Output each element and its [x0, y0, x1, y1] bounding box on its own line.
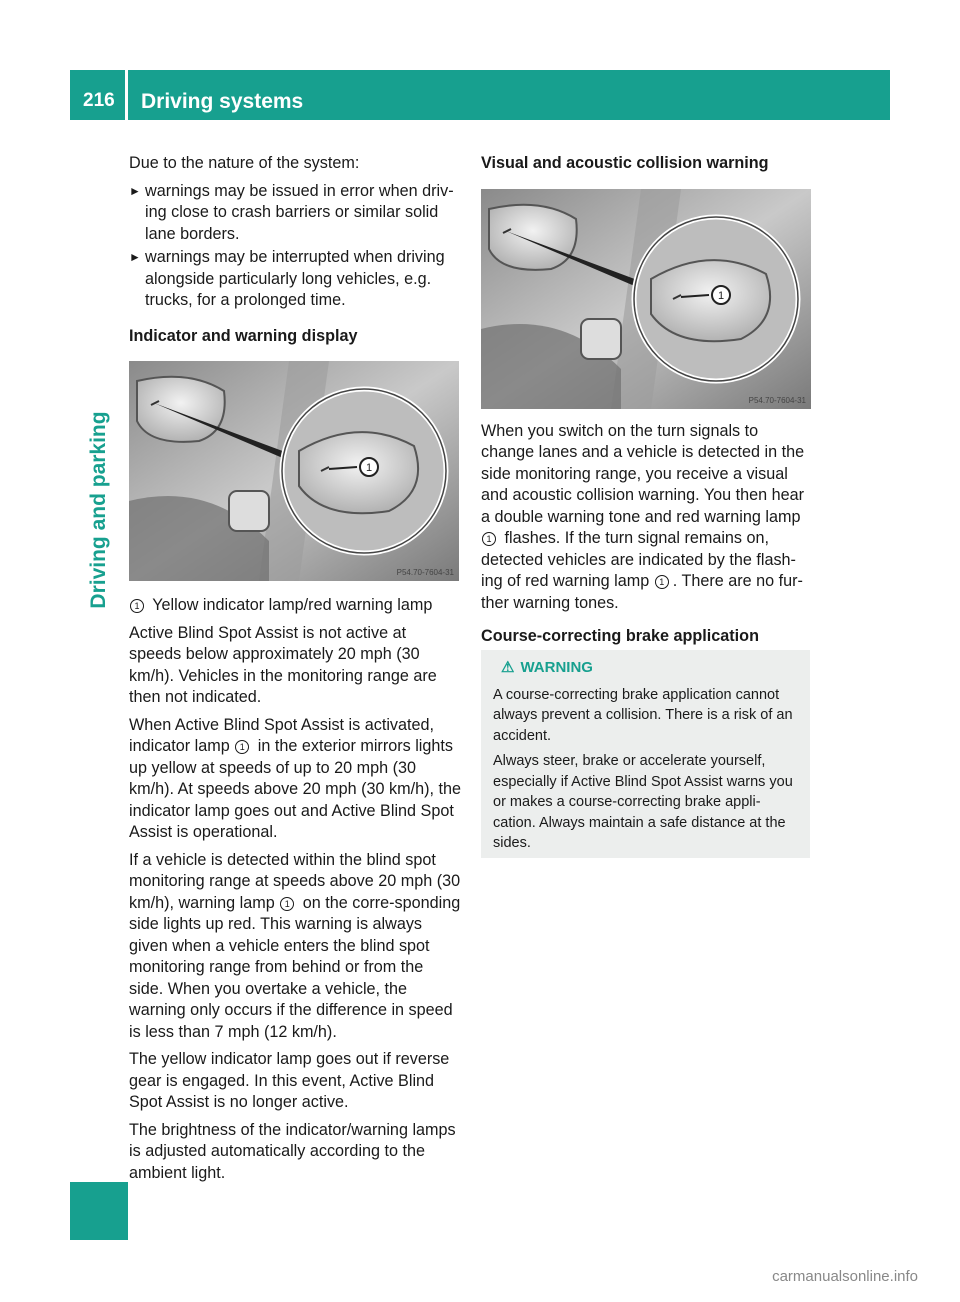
- mirror-figure: [481, 189, 811, 409]
- paragraph: Active Blind Spot Assist is not active at speeds below approximately 20 mph (30 km/h). Vehicles in the monitoring range are then not indicated.: [129, 623, 437, 706]
- intro-text: Due to the nature of the system:: [129, 154, 360, 172]
- callout-1-icon: 1: [235, 740, 249, 754]
- figure-code: P54.70-7604-31: [396, 568, 454, 577]
- bullet-icon: ►: [129, 250, 141, 264]
- header-divider: [125, 70, 128, 120]
- paragraph: When Active Blind Spot Assist is activated, indicator lamp 1 in the exterior mirrors lights up yellow at speeds of up to 20 mph (30 km/h). At speeds above 20 mph (30 km/h), the indicator lamp goes out and Active Blind Spot Assist is operational.: [129, 715, 462, 841]
- figure-caption: 1 Yellow indicator lamp/red warning lamp: [129, 595, 461, 617]
- warning-text: A course-correcting brake application cannot always prevent a collision. There is a risk of an accident.: [493, 686, 793, 744]
- callout-1-icon: 1: [482, 532, 496, 546]
- side-tab-marker: [70, 1182, 128, 1240]
- paragraph: When you switch on the turn signals to change lanes and a vehicle is detected in the side monitoring range, you receive a visual and acoustic collision warning. You then hear a double warning tone and red warning lamp 1 flashes. If the turn signal remains on, detected vehicles are indicated by the flash-ing of red warning lamp 1 . There are no fur-ther warning tones.: [481, 421, 805, 612]
- section-heading: Course-correcting brake application: [481, 627, 759, 645]
- warning-triangle-icon: ⚠: [501, 659, 515, 676]
- callout-1-icon: 1: [280, 897, 294, 911]
- side-tab: [84, 380, 114, 640]
- section-heading: Visual and acoustic collision warning: [481, 154, 769, 172]
- warning-header: ⚠ WARNING: [501, 659, 593, 676]
- paragraph: The yellow indicator lamp goes out if reverse gear is engaged. In this event, Active Blind Spot Assist is no longer active.: [129, 1050, 450, 1111]
- callout-1-icon: 1: [655, 575, 669, 589]
- warning-box: [481, 650, 810, 858]
- paragraph: If a vehicle is detected within the blind spot monitoring range at speeds above 20 mph (30 km/h), warning lamp 1 on the corre-sponding side lights up red. This warning is always given when a vehicle enters the blind spot monitoring range from behind or from the side. When you overtake a vehicle, the warning only occurs if the difference in speed is less than 7 mph (12 km/h).: [129, 850, 461, 1041]
- list-item: ► warnings may be issued in error when driv-ing close to crash barriers or similar solid lane borders.: [129, 181, 454, 243]
- figure-callout: 1: [717, 289, 725, 302]
- page-title: Driving systems: [141, 90, 304, 113]
- side-tab-label: Driving and parking: [87, 411, 110, 609]
- section-heading: Indicator and warning display: [129, 326, 358, 345]
- figure-callout: 1: [365, 462, 373, 474]
- watermark: carmanualsonline.info: [772, 1268, 918, 1285]
- paragraph: The brightness of the indicator/warning lamps is adjusted automatically according to the ambient light.: [129, 1120, 456, 1182]
- bullet-icon: ►: [129, 183, 141, 198]
- mirror-illustration: [129, 361, 459, 581]
- mirror-illustration: [481, 189, 811, 409]
- list-item: ► warnings may be interrupted when driving alongside particularly long vehicles, e.g. trucks, for a prolonged time.: [129, 248, 445, 309]
- left-column: [129, 153, 461, 1190]
- mirror-figure: [129, 361, 459, 581]
- page-number: 216: [83, 90, 115, 111]
- figure-code: P54.70-7604-31: [748, 395, 806, 405]
- callout-1-icon: 1: [130, 599, 144, 613]
- warning-text: Always steer, brake or accelerate yourself, especially if Active Blind Spot Assist warns you or makes a course-correcting brake appli-cation. Always maintain a safe distance at the sides.: [493, 753, 793, 851]
- right-column: [481, 153, 813, 662]
